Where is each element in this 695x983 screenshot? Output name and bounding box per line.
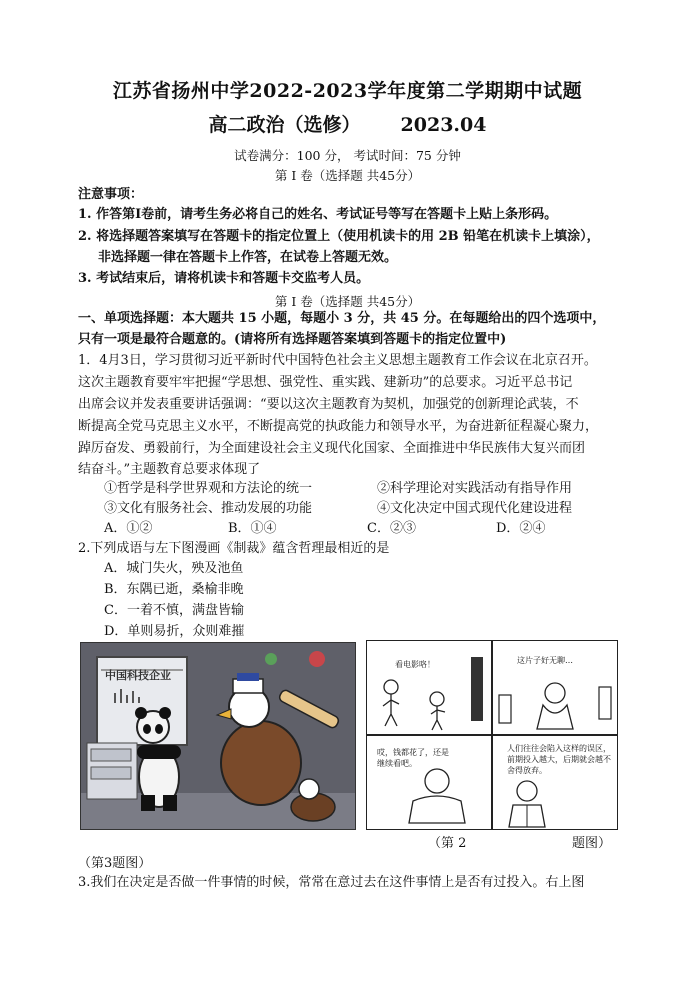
subject-label: 高二政治（选修） — [208, 114, 361, 136]
q3-stem: 3.我们在决定是否做一件事情的时候，常常在意过去在这件事情上是否有过投入。右上图 — [78, 875, 585, 890]
figure-3-caption: （第3题图） — [78, 856, 152, 871]
q1-stem-line: 断提高全党马克思主义水平，不断提高党的执政能力和领导水平，为奋进新征程凝心聚力， — [78, 419, 599, 434]
exam-title: 江苏省扬州中学2022-2023学年度第二学期期中试题 — [112, 80, 583, 102]
q1-stem-line: 结奋斗。”主题教育总要求体现了 — [78, 462, 261, 477]
sunk-cost-comic — [366, 640, 618, 830]
notes-heading: 注意事项： — [78, 187, 144, 202]
q1-stem-line: 这次主题教育要牢牢把握“学思想、强党性、重实践、建新功”的总要求。习近平总书记 — [78, 375, 573, 390]
q2-stem: 2.下列成语与左下图漫画《制裁》蕴含哲理最相近的是 — [78, 541, 390, 556]
q1-choice-b: B．①④ — [228, 521, 277, 536]
part-one-heading: 第 Ⅰ 卷（选择题 共45分） — [274, 294, 421, 309]
q1-statement: ④文化决定中国式现代化建设进程 — [377, 501, 573, 516]
q2-choice-d: D．单则易折，众则难摧 — [104, 624, 245, 639]
q2-choice-c: C．一着不慎，满盘皆输 — [104, 603, 244, 618]
sanctions-cartoon — [80, 642, 356, 830]
q1-choice-d: D．②④ — [496, 521, 546, 536]
q1-statement: ②科学理论对实践活动有指导作用 — [377, 481, 573, 496]
note-item: 3. 考试结束后，请将机读卡和答题卡交监考人员。 — [78, 271, 370, 286]
section-instruction: 一、单项选择题：本大题共 15 小题，每题小 3 分，共 45 分。在每题给出的四个选项中， — [78, 311, 606, 326]
comic-bubble: 看电影咯！ — [395, 660, 435, 669]
comic-bubble: 哎，钱都花了，还是继续看吧。 — [377, 748, 449, 768]
comic-bubble: 这片子好无聊… — [517, 656, 573, 665]
cartoon-panel-text: 中国科技企业 — [105, 669, 171, 682]
part-one-label: 第 Ⅰ 卷（选择题 共45分） — [274, 168, 421, 183]
figure-2-caption-left: （第 2 — [428, 836, 467, 851]
note-item: 2. 将选择题答案填写在答题卡的指定位置上（使用机读卡的用 2B 铅笔在机读卡上填涂）， — [78, 229, 600, 244]
exam-date: 2023.04 — [400, 114, 487, 136]
note-item: 1. 作答第Ⅰ卷前，请考生务必将自己的姓名、考试证号等写在答题卡上贴上条形码。 — [78, 207, 558, 222]
q1-stem-line: 1．4月3日，学习贯彻习近平新时代中国特色社会主义思想主题教育工作会议在北京召开。 — [78, 353, 597, 368]
q1-statement: ③文化有服务社会、推动发展的功能 — [104, 501, 313, 516]
q1-stem-line: 踔厉奋发、勇毅前行，为全面建设社会主义现代化国家、全面推进中华民族伟大复兴而团 — [78, 441, 586, 456]
exam-subtitle — [0, 110, 695, 137]
q2-choice-b: B．东隅已逝，桑榆非晚 — [104, 582, 244, 597]
note-item: 非选择题一律在答题卡上作答，在试卷上答题无效。 — [98, 250, 398, 265]
comic-bubble: 人们往往会陷入这样的误区，前期投入越大，后期就会越不舍得放弃。 — [507, 744, 611, 775]
q1-choice-a: A．①② — [104, 521, 153, 536]
section-instruction: 只有一项是最符合题意的。(请将所有选择题答案填到答题卡的指定位置中) — [78, 332, 507, 347]
figure-2-caption-right: 题图） — [572, 836, 612, 851]
q2-choice-a: A．城门失火，殃及池鱼 — [104, 561, 244, 576]
q1-choice-c: C．②③ — [367, 521, 416, 536]
score-time-info: 试卷满分：100 分， 考试时间：75 分钟 — [234, 148, 461, 163]
q1-statement: ①哲学是科学世界观和方法论的统一 — [104, 481, 313, 496]
q1-stem-line: 出席会议并发表重要讲话强调：“要以这次主题教育为契机，加强党的创新理论武装，不 — [78, 397, 579, 412]
